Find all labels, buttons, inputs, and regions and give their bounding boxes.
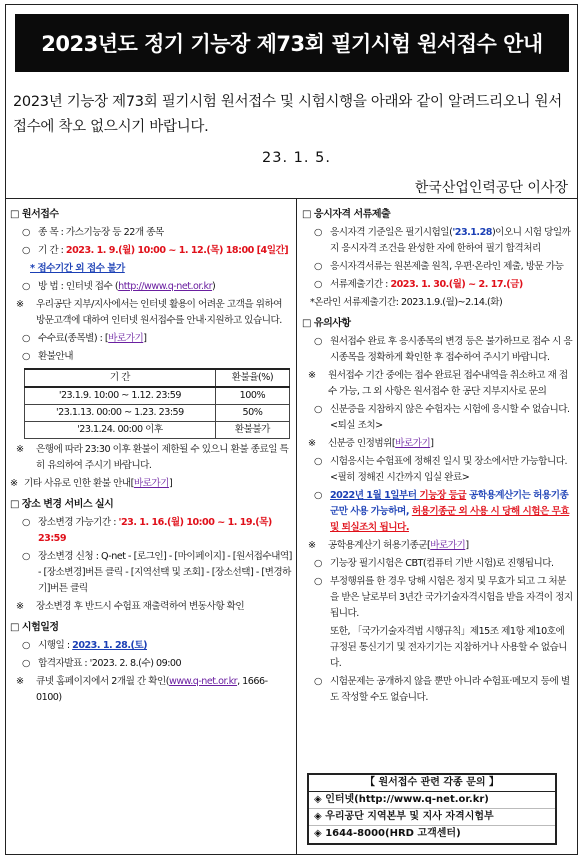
note-mark: ※ xyxy=(10,478,18,489)
diamond-icon: ◈ xyxy=(314,811,322,822)
contact-box xyxy=(307,773,557,845)
bullet-circle: ○ xyxy=(314,336,322,347)
refund-row xyxy=(10,349,292,365)
apply-type xyxy=(10,225,292,241)
exam-date-value: 2023. 1. 28.(토) xyxy=(72,640,148,651)
note-mark: ※ xyxy=(308,438,316,449)
fee-suffix: ] xyxy=(143,333,147,344)
visit-note xyxy=(10,297,292,329)
calc-grade: 기능장 등급 xyxy=(419,490,467,501)
apply-type-text: 종 목 : 가스기능장 등 22개 종목 xyxy=(38,227,164,238)
refund-rate: 환불불가 xyxy=(215,422,289,439)
caution-text: 시험응시는 수험표에 정해진 일시 및 장소에서만 가능합니다. <필히 정해진 시간까지 입실 완료> xyxy=(330,456,568,483)
apply-period-value: 2023. 1. 9.(월) 10:00 ~ 1. 12.(목) 18:00 [4일간] xyxy=(65,245,289,256)
diamond-icon: ◈ xyxy=(314,794,322,805)
apply-method xyxy=(10,279,292,295)
contact-text: 우리공단 지역본부 및 지사 자격시험부 xyxy=(325,811,494,822)
bullet-circle: ○ xyxy=(314,558,322,569)
other-refund-link[interactable]: 바로가기 xyxy=(133,478,169,489)
bullet-circle: ○ xyxy=(314,261,322,272)
bullet-circle: ○ xyxy=(314,576,322,587)
docs-period xyxy=(302,277,574,293)
intro-paragraph: 2023년 기능장 제73회 필기시험 원서접수 및 시험시행을 아래와 같이 알려드리오니 원서접수에 착오 없으시기 바랍니다. xyxy=(13,94,562,135)
calc-rule: 공학용계산기는 허용기종군만 사용 가능하며, xyxy=(330,490,569,517)
bullet-circle: ○ xyxy=(22,281,30,292)
note-mark: ※ xyxy=(16,601,24,612)
fee-link[interactable]: 바로가기 xyxy=(108,333,144,344)
other-refund-suffix: ] xyxy=(168,478,173,489)
divider-vertical xyxy=(296,198,297,855)
venue-note xyxy=(10,599,292,615)
table-row xyxy=(25,422,290,439)
caution-item xyxy=(302,334,574,366)
bullet-circle: ○ xyxy=(22,245,30,256)
caution-text: 기능장 필기시험은 CBT(컴퓨터 기반 시험)로 진행됩니다. xyxy=(330,558,554,569)
caution-item xyxy=(302,368,574,400)
venue-apply-text: 장소변경 신청 : Q-net - [로그인] - [마이페이지] - [원서접수내역] - [장소변경]버튼 클릭 - [지역선택 및 조회] - [장소선택] - [변경하기]버튼 클릭 xyxy=(38,551,292,594)
calculator-list-link[interactable]: 바로가기 xyxy=(430,540,466,551)
calc-date: 2022년 1월 1일부터 xyxy=(330,490,420,501)
caution-text: 원서접수 완료 후 응시종목의 변경 등은 불가하므로 접수 시 응시종목을 정확하게 확인한 후 접수하여 주시기 바랍니다. xyxy=(330,336,573,363)
section-schedule-header: □ 시험일정 xyxy=(10,622,59,633)
caution-item xyxy=(302,556,574,572)
caution-item xyxy=(302,402,574,434)
exam-date-label: 시행일 : xyxy=(38,640,73,651)
apply-period-label: 기 간 : xyxy=(38,245,66,256)
refund-label: 환불안내 xyxy=(38,351,74,362)
contact-row xyxy=(309,826,555,843)
result-note-suffix: , 1666-0100) xyxy=(36,676,268,703)
bullet-circle: ○ xyxy=(314,676,322,687)
contact-text: 인터넷(http://www.q-net.or.kr) xyxy=(325,794,489,805)
qnet-short-link[interactable]: www.q-net.or.kr xyxy=(169,676,238,687)
other-refund xyxy=(10,476,292,492)
table-row xyxy=(25,405,290,422)
caution-item xyxy=(302,574,574,622)
result-note-label: 큐넷 홈페이지에서 2개월 간 확인( xyxy=(36,676,170,687)
table-row xyxy=(25,387,290,405)
caution-item xyxy=(302,674,574,706)
notice-date: 23. 1. 5. xyxy=(262,150,331,166)
diamond-icon: ◈ xyxy=(314,828,322,839)
refund-table xyxy=(24,368,290,439)
caution-suffix: ] xyxy=(430,438,434,449)
apply-method-suffix: ) xyxy=(212,281,216,292)
caution-text: 부정행위를 한 경우 당해 시험은 정지 및 무효가 되고 그 처분을 받은 날로부터 3년간 국가기술자격시험을 받을 자격이 정지됩니다. xyxy=(330,576,573,619)
note-mark: ※ xyxy=(16,444,24,455)
result-date-text: 합격자발표 : '2023. 2. 8.(수) 09:00 xyxy=(38,658,182,669)
bullet-circle: ○ xyxy=(22,551,30,562)
docs-period-label: 서류제출기간 : xyxy=(330,279,391,290)
bullet-circle: ○ xyxy=(314,279,322,290)
apply-method-label: 방 법 : 인터넷 접수 ( xyxy=(38,281,119,292)
caution-item xyxy=(302,488,574,536)
bullet-circle: ○ xyxy=(314,490,322,501)
issuer-name: 한국산업인력공단 이사장 xyxy=(414,180,568,196)
section-docs-header: □ 응시자격 서류제출 xyxy=(302,209,391,220)
caution-text: 신분증 인정범위[ xyxy=(328,438,396,449)
apply-period xyxy=(10,243,292,259)
refund-period: '23.1.13. 00:00 ~ 1.23. 23:59 xyxy=(25,405,216,422)
bullet-circle: ○ xyxy=(314,404,322,415)
docs-method xyxy=(302,259,574,275)
left-column xyxy=(10,203,292,708)
bullet-circle: ○ xyxy=(22,640,30,651)
apply-period-note: * 접수기간 외 접수 불가 xyxy=(30,263,125,274)
venue-note-text: 장소변경 후 반드시 수험표 재출력하여 변동사항 확인 xyxy=(36,601,245,612)
bullet-circle: ○ xyxy=(22,333,30,344)
caution-text: 시험문제는 공개하지 않을 뿐만 아니라 수험표·메모지 등에 별도 작성할 수도 없습니다. xyxy=(330,676,570,703)
visit-note-text: 우리공단 지부/지사에서는 인터넷 활용이 어려운 고객을 위하여 방문고객에 대하여 인터넷 원서접수를 안내·지원하고 있습니다. xyxy=(36,299,282,326)
apply-period-note-row xyxy=(10,261,292,277)
refund-period: '23.1.24. 00:00 이후 xyxy=(25,422,216,439)
page-title: 2023년도 정기 기능장 제73회 필기시험 원서접수 안내 xyxy=(15,14,569,72)
result-date xyxy=(10,656,292,672)
other-refund-label: 기타 사유로 인한 환불 안내[ xyxy=(24,478,134,489)
docs-basis-label: 응시자격 기준일은 필기시험일( xyxy=(330,227,453,238)
divider-horizontal xyxy=(5,198,578,199)
calc-penalty: 허용기종군 외 사용 시 당해 시험은 무효 및 퇴실조치 됩니다. xyxy=(330,506,570,533)
venue-period-value: '23. 1. 16.(월) 10:00 ~ 1. 19.(목) 23:59 xyxy=(38,517,272,544)
section-apply-header: □ 원서접수 xyxy=(10,209,59,220)
bullet-circle: ○ xyxy=(314,456,322,467)
fee-row xyxy=(10,331,292,347)
refund-period: '23.1.9. 10:00 ~ 1.12. 23:59 xyxy=(25,387,216,405)
exam-date xyxy=(10,638,292,654)
qnet-link[interactable]: http://www.q-net.or.kr xyxy=(118,281,213,292)
bullet-circle: ○ xyxy=(22,517,30,528)
contact-row xyxy=(309,792,555,809)
contact-row xyxy=(309,809,555,826)
fee-label: 수수료(종목별) : [ xyxy=(38,333,109,344)
venue-apply xyxy=(10,549,292,597)
docs-online: *온라인 서류제출기간: 2023.1.9.(월)~2.14.(화) xyxy=(310,297,503,308)
refund-rate: 50% xyxy=(215,405,289,422)
bullet-circle: ○ xyxy=(22,227,30,238)
refund-rate: 100% xyxy=(215,387,289,405)
caution-extra: 또한, 「국가기술자격법 시행규칙」제15조 제1항 제10호에 규정된 통신기기 및 전자기기는 지참하거나 사용할 수 없습니다. xyxy=(330,626,568,669)
caution-text: 신분증을 지참하지 않은 수험자는 시험에 응시할 수 없습니다. <퇴실 조치> xyxy=(330,404,570,431)
caution-suffix: ] xyxy=(465,540,469,551)
docs-method-text: 응시자격서류는 원본제출 원칙, 우편·온라인 제출, 방문 가능 xyxy=(330,261,564,272)
venue-period xyxy=(10,515,292,547)
caution-item xyxy=(302,436,574,452)
caution-text: 원서접수 기간 중에는 접수 완료된 접수내역을 취소하고 재 접수 가능, 그 외 사항은 원서접수 한 공단 지부지사로 문의 xyxy=(328,370,568,397)
note-mark: ※ xyxy=(308,370,316,381)
docs-basis-suffix: )이오니 시험 당일까지 응시자격 조건을 완성한 자에 한하여 필기 합격처리 xyxy=(330,227,571,254)
bank-note xyxy=(10,442,292,474)
note-mark: ※ xyxy=(16,676,24,687)
caution-text: 공학용계산기 허용기종군[ xyxy=(328,540,431,551)
bullet-circle: ○ xyxy=(22,351,30,362)
note-mark: ※ xyxy=(308,540,316,551)
section-venue-header: □ 장소 변경 서비스 실시 xyxy=(10,499,114,510)
result-note xyxy=(10,674,292,706)
refund-header-rate: 환불율(%) xyxy=(215,369,289,387)
id-scope-link[interactable]: 바로가기 xyxy=(395,438,431,449)
caution-item xyxy=(302,454,574,486)
section-caution-header: □ 유의사항 xyxy=(302,318,351,329)
caution-item xyxy=(302,538,574,554)
contact-header: 【 원서접수 관련 각종 문의 】 xyxy=(309,775,555,792)
right-column xyxy=(302,203,574,708)
docs-period-value: 2023. 1. 30.(월) ~ 2. 17.(금) xyxy=(390,279,523,290)
bullet-circle: ○ xyxy=(22,658,30,669)
bullet-circle: ○ xyxy=(314,227,322,238)
docs-basis xyxy=(302,225,574,257)
docs-basis-date: '23.1.28 xyxy=(452,227,492,238)
bank-note-text: 은행에 따라 23:30 이후 환불이 제한될 수 있으니 환불 종료일 특히 유의하여 주시기 바랍니다. xyxy=(36,444,289,471)
contact-text: 1644-8000(HRD 고객센터) xyxy=(325,828,461,839)
refund-header-period: 기 간 xyxy=(25,369,216,387)
note-mark: ※ xyxy=(16,299,24,310)
venue-period-label: 장소변경 가능기간 : xyxy=(38,517,119,528)
